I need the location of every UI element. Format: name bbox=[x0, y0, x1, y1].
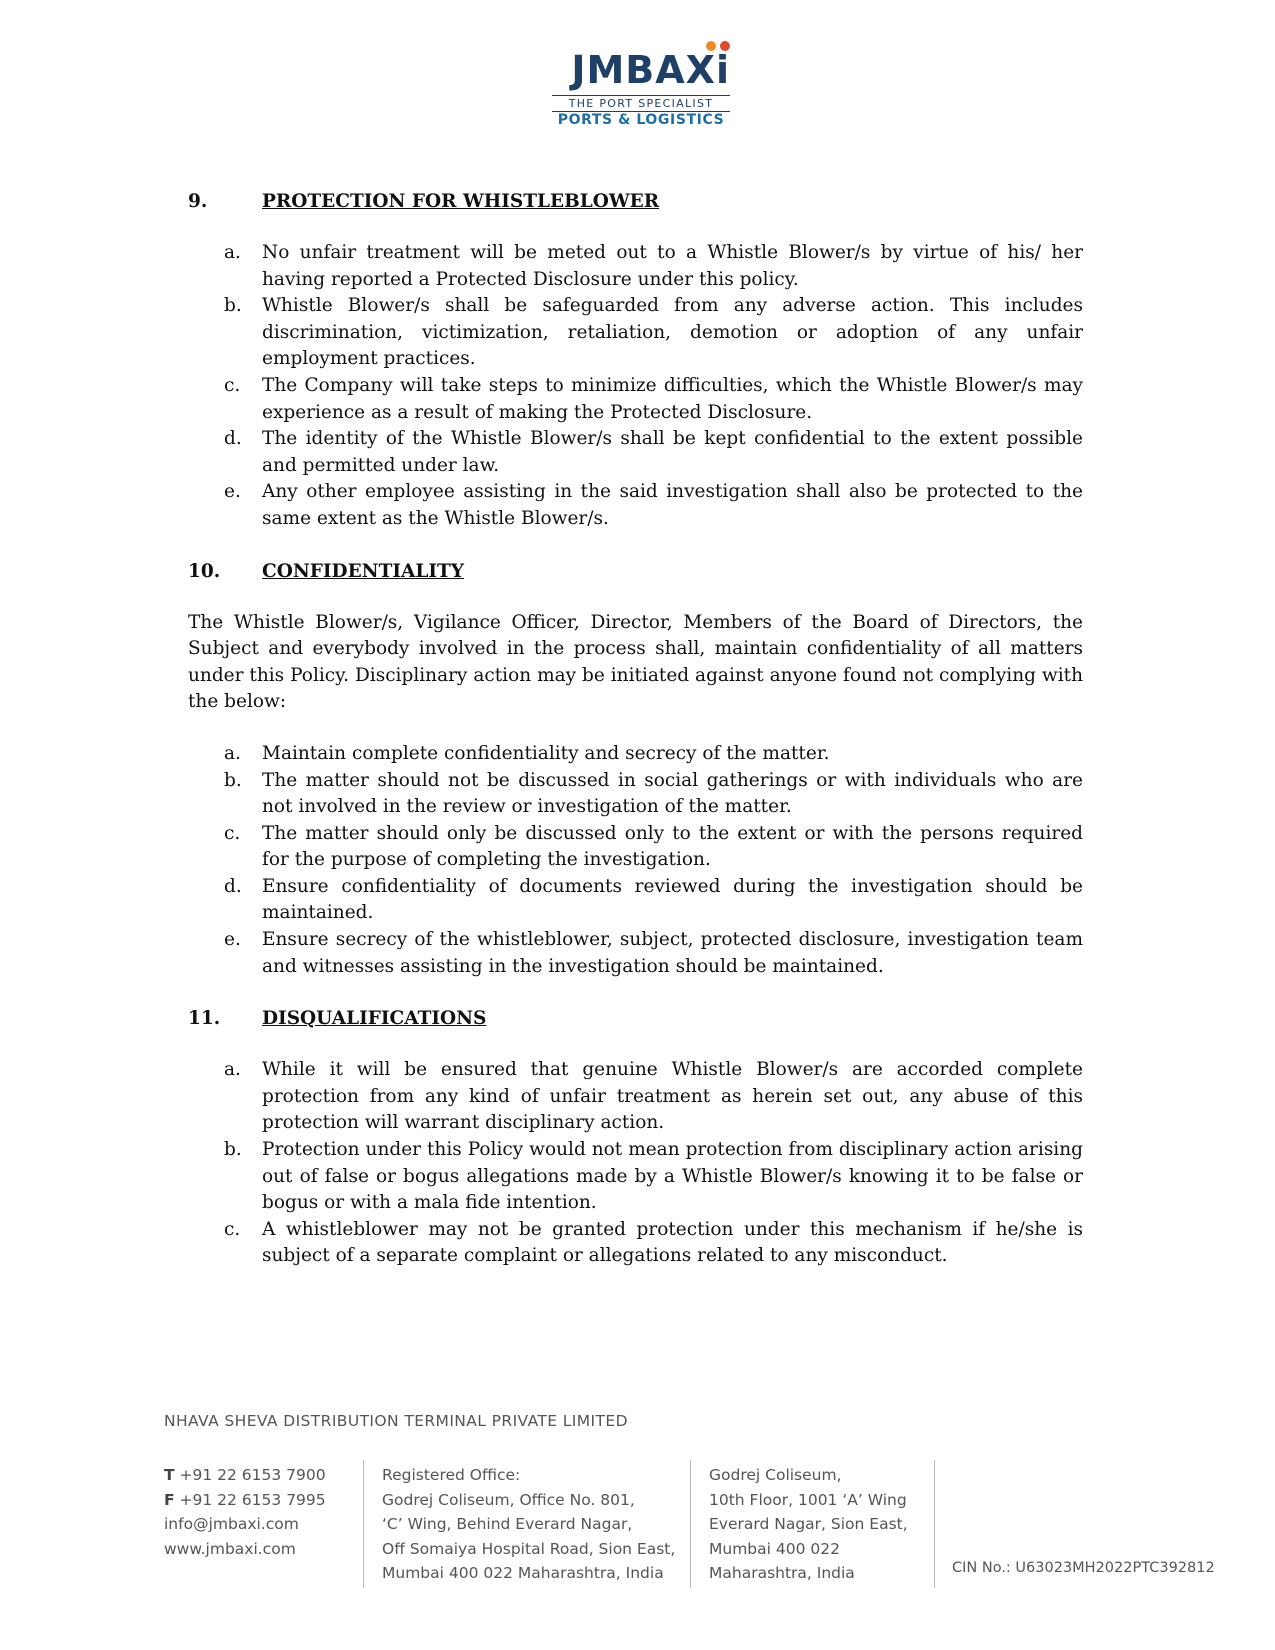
list-item bbox=[188, 426, 1083, 479]
item-text: A whistleblower may not be granted protection under this mechanism if he/she is subject of a separate complaint or allegations related to any misconduct. bbox=[262, 1218, 1083, 1267]
item-marker: a. bbox=[224, 242, 241, 263]
section-heading bbox=[188, 188, 1083, 215]
footer-divider bbox=[934, 1460, 935, 1588]
list-item bbox=[188, 293, 1083, 373]
address-line: ‘C’ Wing, Behind Everard Nagar, bbox=[382, 1515, 633, 1533]
logo-subtitle: PORTS & LOGISTICS bbox=[557, 112, 725, 128]
footer-company-name: NHAVA SHEVA DISTRIBUTION TERMINAL PRIVATE LIMITED bbox=[164, 1412, 628, 1430]
item-text: Maintain complete confidentiality and secrecy of the matter. bbox=[262, 742, 830, 764]
item-marker: b. bbox=[224, 1139, 242, 1161]
footer-divider bbox=[690, 1460, 691, 1588]
registered-office-label: Registered Office: bbox=[382, 1466, 521, 1484]
item-text: Protection under this Policy would not mean protection from disciplinary action arising out of false or bogus allegations made by a Whistle Blower/s knowing it to be false or bogus or with a mala fide intention. bbox=[262, 1139, 1083, 1214]
item-text: The matter should only be discussed only to the extent or with the persons required for the purpose of completing the investigation. bbox=[262, 822, 1083, 871]
footer-contact-column bbox=[164, 1463, 326, 1561]
item-text: The matter should not be discussed in social gatherings or with individuals who are not involved in the review or investigation of the matter. bbox=[262, 769, 1083, 818]
item-text: Any other employee assisting in the said investigation shall also be protected to the same extent as the Whistle Blower/s. bbox=[262, 481, 1083, 529]
item-list bbox=[188, 1057, 1083, 1270]
phone-label: T bbox=[164, 1466, 175, 1484]
logo-tagline: THE PORT SPECIALIST bbox=[552, 95, 730, 112]
item-text: Ensure secrecy of the whistleblower, subject, protected disclosure, investigation team and witnesses assisting in the investigation should be maintained. bbox=[262, 929, 1083, 977]
address-line: 10th Floor, 1001 ‘A’ Wing bbox=[709, 1490, 907, 1509]
list-item bbox=[188, 240, 1083, 293]
footer-email: info@jmbaxi.com bbox=[164, 1515, 299, 1533]
item-marker: d. bbox=[224, 875, 242, 897]
item-text: The identity of the Whistle Blower/s shall be kept confidential to the extent possible and permitted under law. bbox=[262, 428, 1083, 476]
list-item bbox=[188, 479, 1083, 532]
section-number: 10. bbox=[188, 560, 221, 582]
address-line: Off Somaiya Hospital Road, Sion East, bbox=[382, 1539, 676, 1558]
footer-fax: +91 22 6153 7995 bbox=[179, 1490, 326, 1509]
section-heading bbox=[188, 1005, 1083, 1032]
item-marker: c. bbox=[224, 1218, 241, 1240]
item-marker: c. bbox=[224, 374, 241, 396]
item-text: While it will be ensured that genuine Whistle Blower/s are accorded complete protection from any kind of unfair treatment as herein set out, any abuse of this protection will warrant disciplinary action. bbox=[262, 1059, 1083, 1134]
list-item bbox=[188, 821, 1083, 874]
section-title: CONFIDENTIALITY bbox=[262, 560, 465, 582]
list-item bbox=[188, 1057, 1083, 1137]
footer-divider bbox=[363, 1460, 364, 1588]
item-marker: c. bbox=[224, 822, 241, 844]
logo-brand: JMBAXi bbox=[571, 48, 730, 92]
item-marker: d. bbox=[224, 428, 242, 450]
address-line: Mumbai 400 022 bbox=[709, 1539, 840, 1558]
item-marker: b. bbox=[224, 295, 242, 317]
company-logo bbox=[540, 34, 740, 134]
footer-cin: CIN No.: U63023MH2022PTC392812 bbox=[952, 1560, 1215, 1576]
list-item bbox=[188, 768, 1083, 821]
section-title: PROTECTION FOR WHISTLEBLOWER bbox=[262, 191, 660, 212]
item-text: The Company will take steps to minimize difficulties, which the Whistle Blower/s may experience as a result of making the Protected Disclosure. bbox=[262, 374, 1083, 423]
item-marker: a. bbox=[224, 1059, 241, 1081]
item-marker: e. bbox=[224, 929, 241, 951]
item-text: Ensure confidentiality of documents reviewed during the investigation should be maintained. bbox=[262, 875, 1083, 924]
item-marker: b. bbox=[224, 769, 242, 791]
fax-label: F bbox=[164, 1490, 175, 1509]
footer-phone-line bbox=[164, 1463, 326, 1488]
address-line: Godrej Coliseum, bbox=[709, 1466, 842, 1484]
item-marker: e. bbox=[224, 481, 241, 503]
address-line: Everard Nagar, Sion East, bbox=[709, 1515, 908, 1533]
item-list bbox=[188, 240, 1083, 533]
item-list bbox=[188, 741, 1083, 980]
item-text: No unfair treatment will be meted out to a Whistle Blower/s by virtue of his/ her having reported a Protected Disclosure under this policy. bbox=[262, 242, 1083, 290]
list-item bbox=[188, 1137, 1083, 1217]
document-body bbox=[188, 188, 1083, 1270]
address-line: Maharashtra, India bbox=[709, 1564, 855, 1582]
footer-fax-line bbox=[164, 1488, 326, 1513]
footer-phone: +91 22 6153 7900 bbox=[179, 1466, 326, 1484]
item-text: Whistle Blower/s shall be safeguarded from any adverse action. This includes discrimination, victimization, retaliation, demotion or adoption of any unfair employment practices. bbox=[262, 295, 1083, 370]
list-item bbox=[188, 927, 1083, 980]
section-number: 9. bbox=[188, 191, 208, 212]
footer-office-address bbox=[709, 1463, 908, 1586]
section-heading bbox=[188, 558, 1083, 585]
section-number: 11. bbox=[188, 1008, 221, 1030]
address-line: Mumbai 400 022 Maharashtra, India bbox=[382, 1564, 664, 1582]
list-item bbox=[188, 741, 1083, 768]
list-item bbox=[188, 874, 1083, 927]
section-paragraph: The Whistle Blower/s, Vigilance Officer, Director, Members of the Board of Directors, the Subject and everybody involved in the process shall, maintain confidentiality of all matters under this Policy. Disciplinary action may be initiated against anyone found not complying with the below: bbox=[188, 611, 1083, 713]
list-item bbox=[188, 1217, 1083, 1270]
address-line: Godrej Coliseum, Office No. 801, bbox=[382, 1490, 635, 1509]
section-title: DISQUALIFICATIONS bbox=[262, 1008, 487, 1030]
list-item bbox=[188, 373, 1083, 426]
footer-website: www.jmbaxi.com bbox=[164, 1539, 296, 1558]
item-marker: a. bbox=[224, 742, 241, 764]
footer-registered-office bbox=[382, 1463, 675, 1586]
